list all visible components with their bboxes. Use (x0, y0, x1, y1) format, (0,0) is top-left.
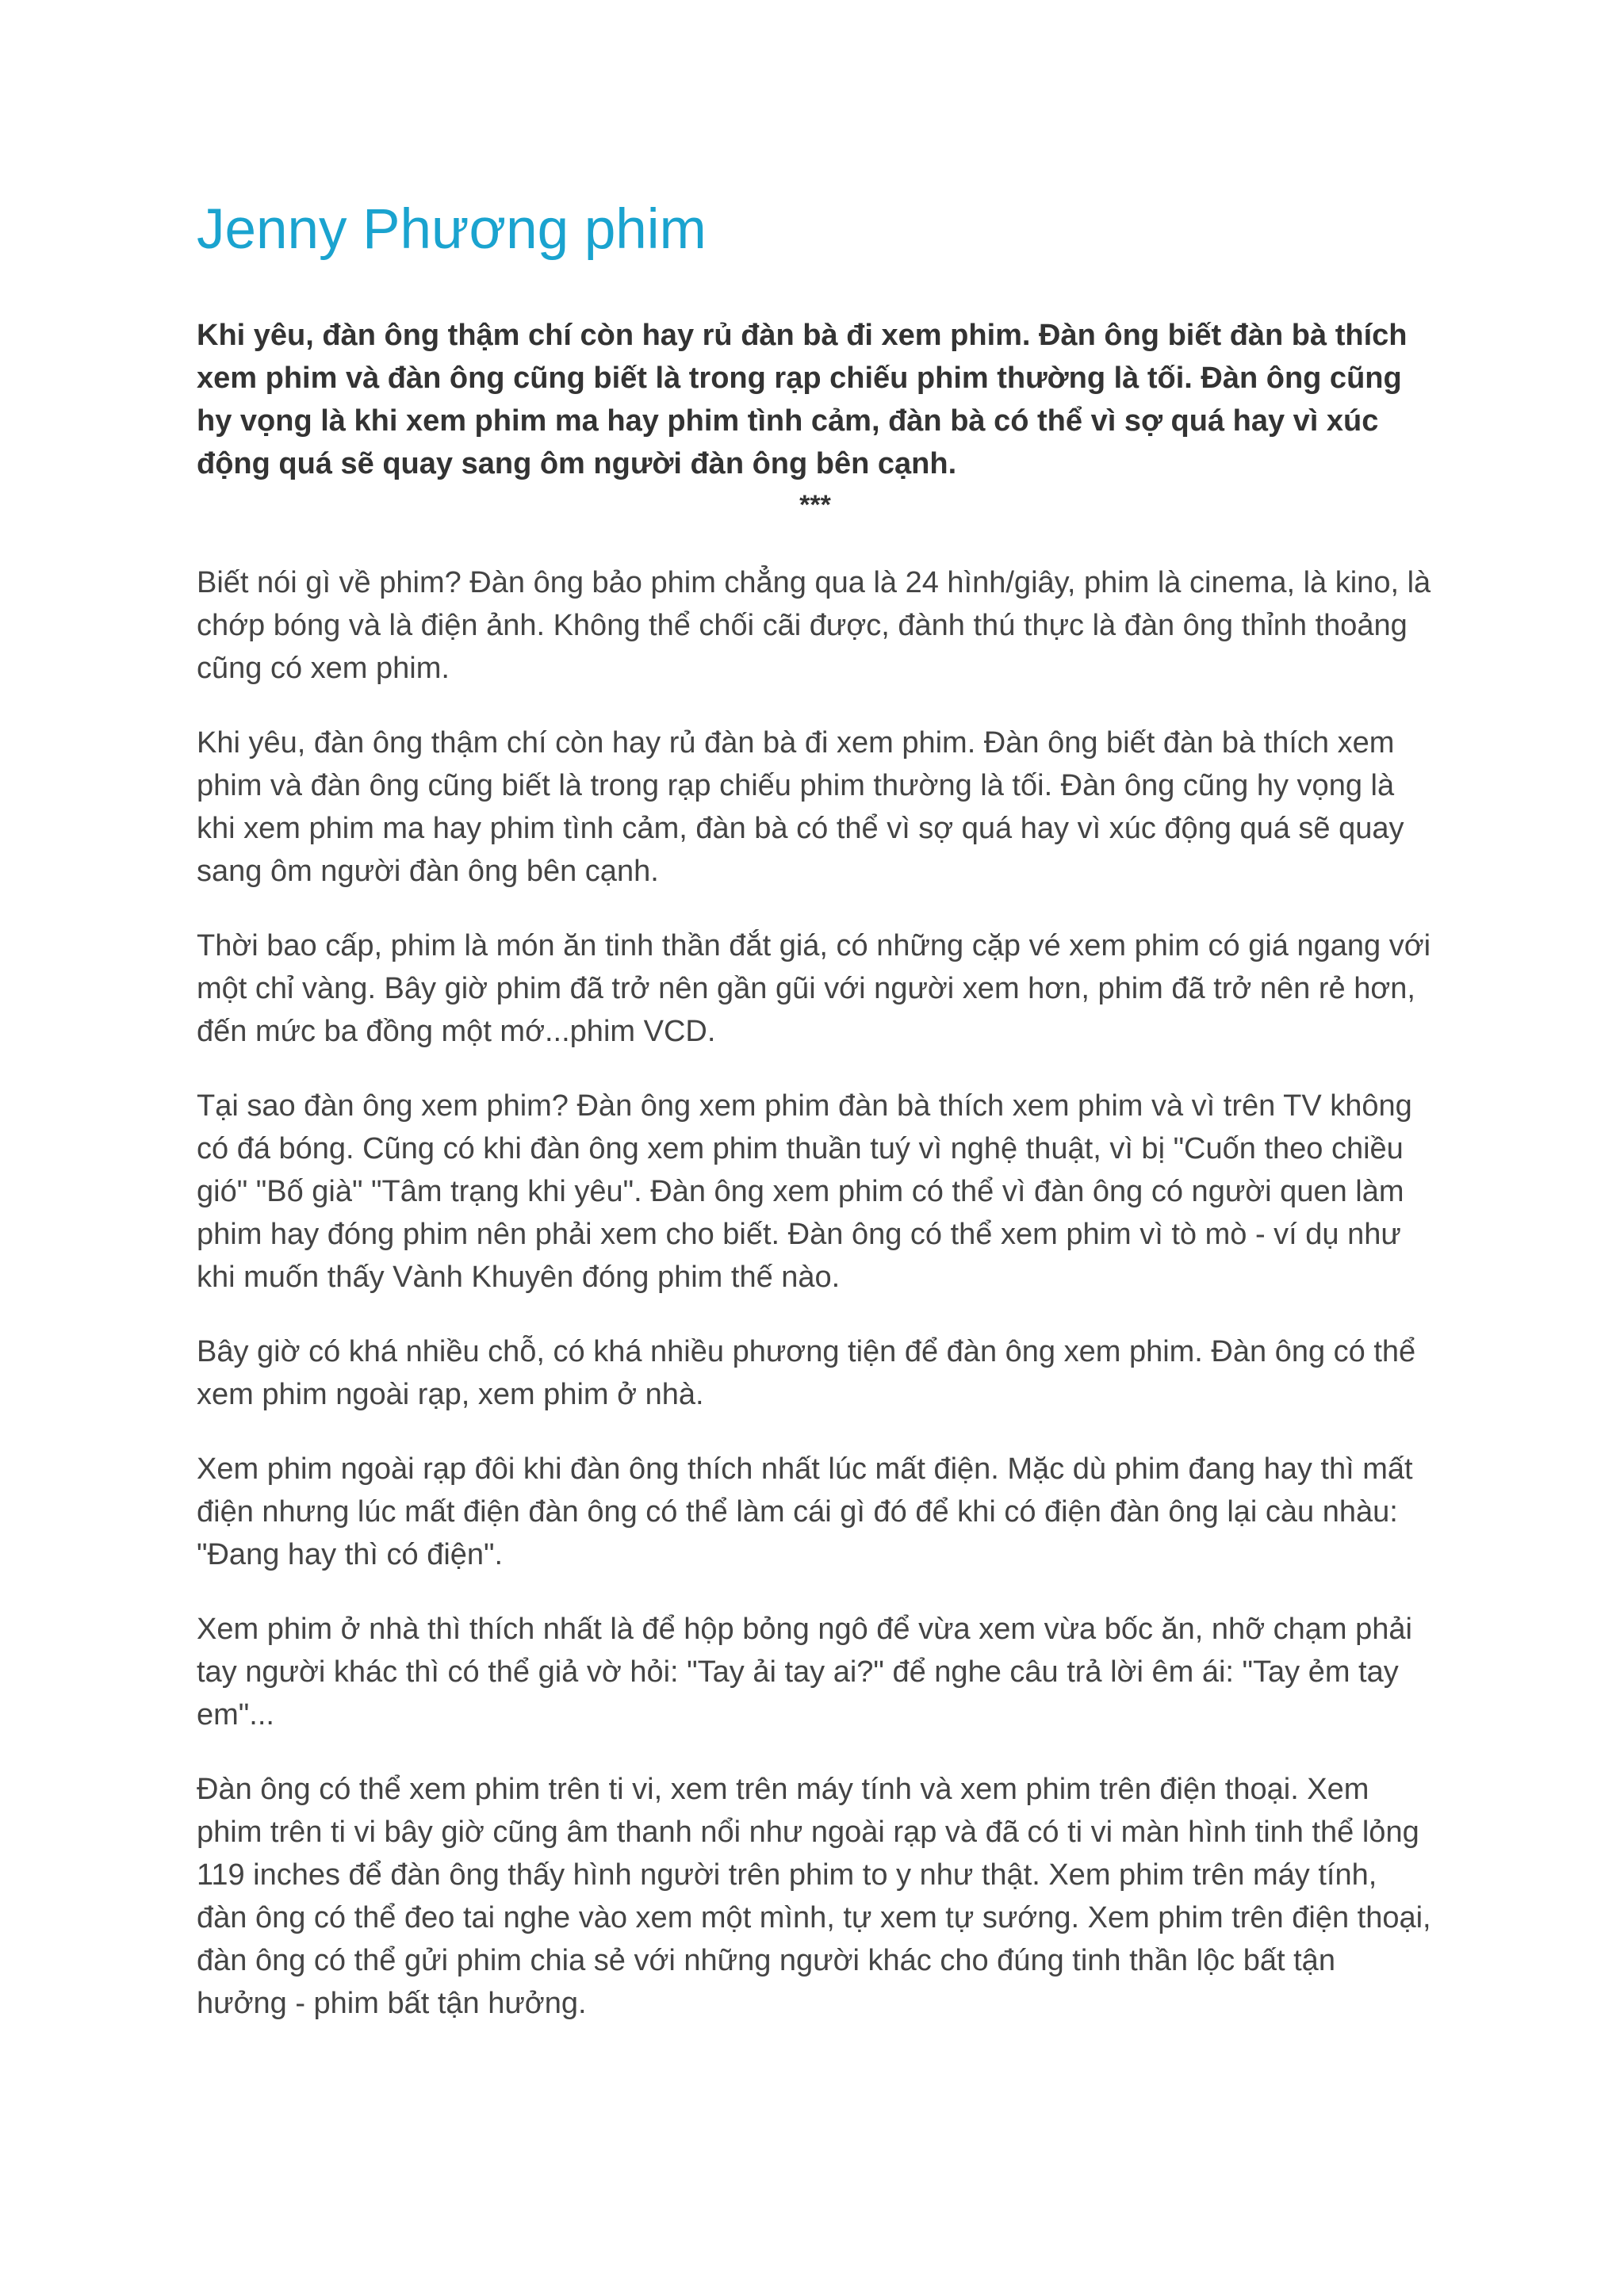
paragraph: Xem phim ở nhà thì thích nhất là để hộp bỏng ngô để vừa xem vừa bốc ăn, nhỡ chạm phải tay người khác thì có thể giả vờ hỏi: "Tay ải tay ai?" để nghe câu trả lời êm ái: "Tay ẻm tay em"... (197, 1613, 1412, 1732)
article-body (197, 561, 1434, 2025)
paragraph: Xem phim ngoài rạp đôi khi đàn ông thích nhất lúc mất điện. Mặc dù phim đang hay thì mất điện nhưng lúc mất điện đàn ông có thể làm cái gì đó để khi có điện đàn ông lại càu nhàu: "Đang hay thì có điện". (197, 1452, 1413, 1571)
paragraph: Thời bao cấp, phim là món ăn tinh thần đắt giá, có những cặp vé xem phim có giá ngang với một chỉ vàng. Bây giờ phim đã trở nên gần gũi với người xem hơn, phim đã trở nên rẻ hơn, đến mức ba đồng một mớ...phim VCD. (197, 929, 1431, 1048)
paragraph: Đàn ông có thể xem phim trên ti vi, xem trên máy tính và xem phim trên điện thoại. Xem phim trên ti vi bây giờ cũng âm thanh nổi như ngoài rạp và đã có ti vi màn hình tinh thể lỏng 119 inches để đàn ông thấy hình người trên phim to y như thật. Xem phim trên máy tính, đàn ông có thể đeo tai nghe vào xem một mình, tự xem tự sướng. Xem phim trên điện thoại, đàn ông có thể gửi phim chia sẻ với những người khác cho đúng tinh thần lộc bất tận hưởng - phim bất tận hưởng. (197, 1773, 1431, 2020)
paragraph: Bây giờ có khá nhiều chỗ, có khá nhiều phương tiện để đàn ông xem phim. Đàn ông có thể xem phim ngoài rạp, xem phim ở nhà. (197, 1335, 1416, 1411)
paragraph: Tại sao đàn ông xem phim? Đàn ông xem phim đàn bà thích xem phim và vì trên TV không có đá bóng. Cũng có khi đàn ông xem phim thuần tuý vì nghệ thuật, vì bị "Cuốn theo chiều gió" "Bố già" "Tâm trạng khi yêu". Đàn ông xem phim có thể vì đàn ông có người quen làm phim hay đóng phim nên phải xem cho biết. Đàn ông có thể xem phim vì tò mò - ví dụ như khi muốn thấy Vành Khuyên đóng phim thế nào. (197, 1089, 1412, 1294)
page-title: Jenny Phương phim (197, 198, 707, 261)
lead-paragraph: Khi yêu, đàn ông thậm chí còn hay rủ đàn bà đi xem phim. Đàn ông biết đàn bà thích xem phim và đàn ông cũng biết là trong rạp chiếu phim thường là tối. Đàn ông cũng hy vọng là khi xem phim ma hay phim tình cảm, đàn bà có thể vì sợ quá hay vì xúc động quá sẽ quay sang ôm người đàn ông bên cạnh. (197, 319, 1408, 480)
section-separator: *** (799, 490, 831, 520)
document-page (197, 190, 1434, 2057)
paragraph: Khi yêu, đàn ông thậm chí còn hay rủ đàn bà đi xem phim. Đàn ông biết đàn bà thích xem phim và đàn ông cũng biết là trong rạp chiếu phim thường là tối. Đàn ông cũng hy vọng là khi xem phim ma hay phim tình cảm, đàn bà có thể vì sợ quá hay vì xúc động quá sẽ quay sang ôm người đàn ông bên cạnh. (197, 726, 1404, 888)
paragraph: Biết nói gì về phim? Đàn ông bảo phim chẳng qua là 24 hình/giây, phim là cinema, là kino, là chớp bóng và là điện ảnh. Không thể chối cãi được, đành thú thực là đàn ông thỉnh thoảng cũng có xem phim. (197, 566, 1431, 685)
